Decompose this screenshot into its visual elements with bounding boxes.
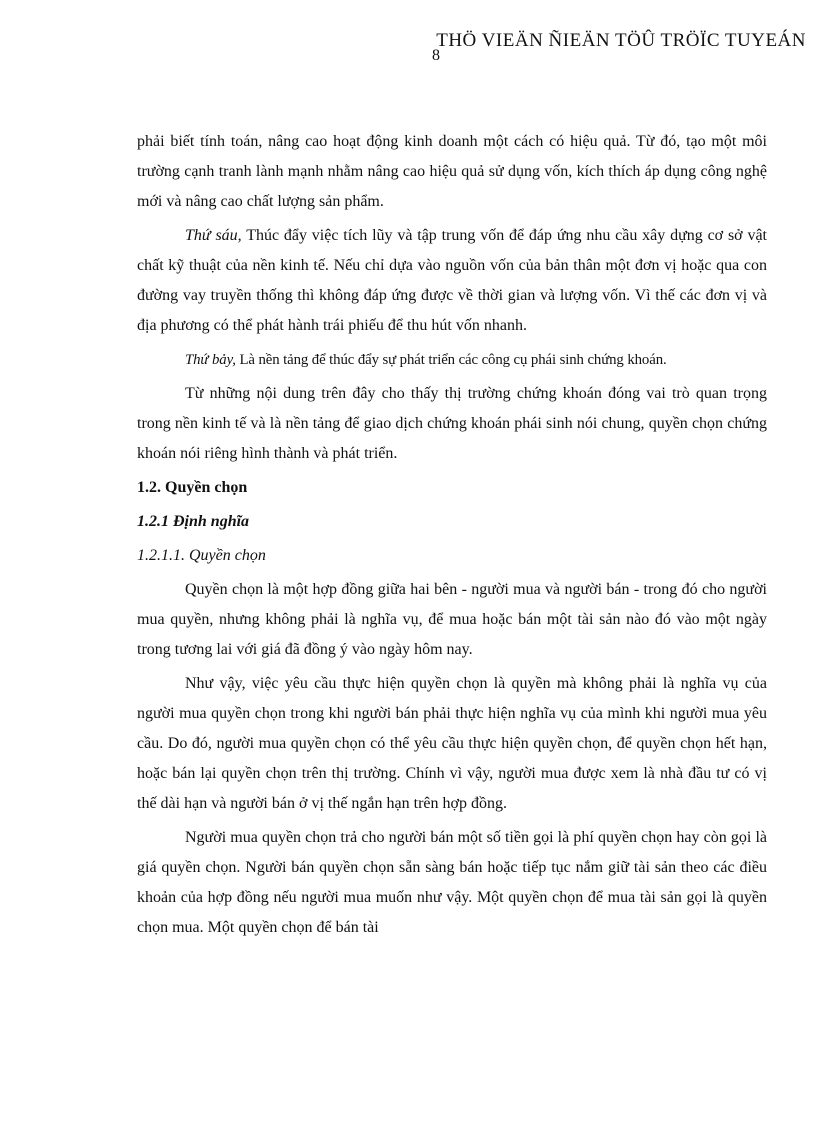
paragraph-text: Là nền tảng để thúc đẩy sự phát triển các công cụ phái sinh chứng khoán. bbox=[235, 352, 667, 368]
paragraph-lead: Thứ sáu, bbox=[185, 227, 242, 244]
paragraph-premium: Người mua quyền chọn trả cho người bán một số tiền gọi là phí quyền chọn hay còn gọi là giá quyền chọn. Người bán quyền chọn sẵn sàng bán hoặc tiếp tục nắm giữ tài sản theo các điều khoản của hợp đồng nếu người mua muốn như vậy. Một quyền chọn để mua tài sản gọi là quyền chọn mua. Một quyền chọn để bán tài bbox=[137, 829, 767, 936]
paragraph-1: phải biết tính toán, nâng cao hoạt động kinh doanh một cách có hiệu quả. Từ đó, tạo một môi trường cạnh tranh lành mạnh nhằm nâng cao hiệu quả sử dụng vốn, kích thích áp dụng công nghệ mới và nâng cao chất lượng sản phẩm. bbox=[137, 133, 767, 210]
paragraph-text: Thúc đẩy việc tích lũy và tập trung vốn để đáp ứng nhu cầu xây dựng cơ sở vật chất kỹ thuật của nền kinh tế. Nếu chỉ dựa vào nguồn vốn của bản thân một đơn vị hoặc qua con đường vay truyền thống thì không đáp ứng được về thời gian và lượng vốn. Vì thế các đơn vị và địa phương có thể phát hành trái phiếu để thu hút vốn nhanh. bbox=[137, 227, 767, 334]
paragraph-lead: Thứ bảy, bbox=[185, 352, 236, 368]
heading-1-2-1: 1.2.1 Định nghĩa bbox=[137, 513, 250, 530]
paragraph-rights: Như vậy, việc yêu cầu thực hiện quyền chọn là quyền mà không phải là nghĩa vụ của người mua quyền chọn trong khi người bán phải thực hiện nghĩa vụ của mình khi người mua yêu cầu. Do đó, người mua quyền chọn có thể yêu cầu thực hiện quyền chọn, để quyền chọn hết hạn, hoặc bán lại quyền chọn trên thị trường. Chính vì vậy, người mua được xem là nhà đầu tư có vị thế dài hạn và người bán ở vị thế ngắn hạn trên hợp đồng. bbox=[137, 675, 767, 812]
document-body bbox=[137, 127, 767, 943]
heading-1-2: 1.2. Quyền chọn bbox=[137, 479, 248, 496]
paragraph-conclusion: Từ những nội dung trên đây cho thấy thị trường chứng khoán đóng vai trò quan trọng trong nền kinh tế và là nền tảng để giao dịch chứng khoán phái sinh nói chung, quyền chọn chứng khoán nói riêng hình thành và phát triển. bbox=[137, 385, 767, 462]
paragraph-thu-sau bbox=[137, 221, 767, 341]
library-watermark: THÖ VIEÄN ÑIEÄN TÖÛ TRÖÏC TUYEÁN bbox=[436, 30, 806, 51]
heading-1-2-1-1: 1.2.1.1. Quyền chọn bbox=[137, 547, 266, 564]
paragraph-definition: Quyền chọn là một hợp đồng giữa hai bên - người mua và người bán - trong đó cho người mua quyền, nhưng không phải là nghĩa vụ, để mua hoặc bán một tài sản nào đó vào một ngày trong tương lai với giá đã đồng ý vào ngày hôm nay. bbox=[137, 581, 767, 658]
page-number: 8 bbox=[432, 47, 440, 64]
paragraph-thu-bay bbox=[137, 345, 767, 375]
